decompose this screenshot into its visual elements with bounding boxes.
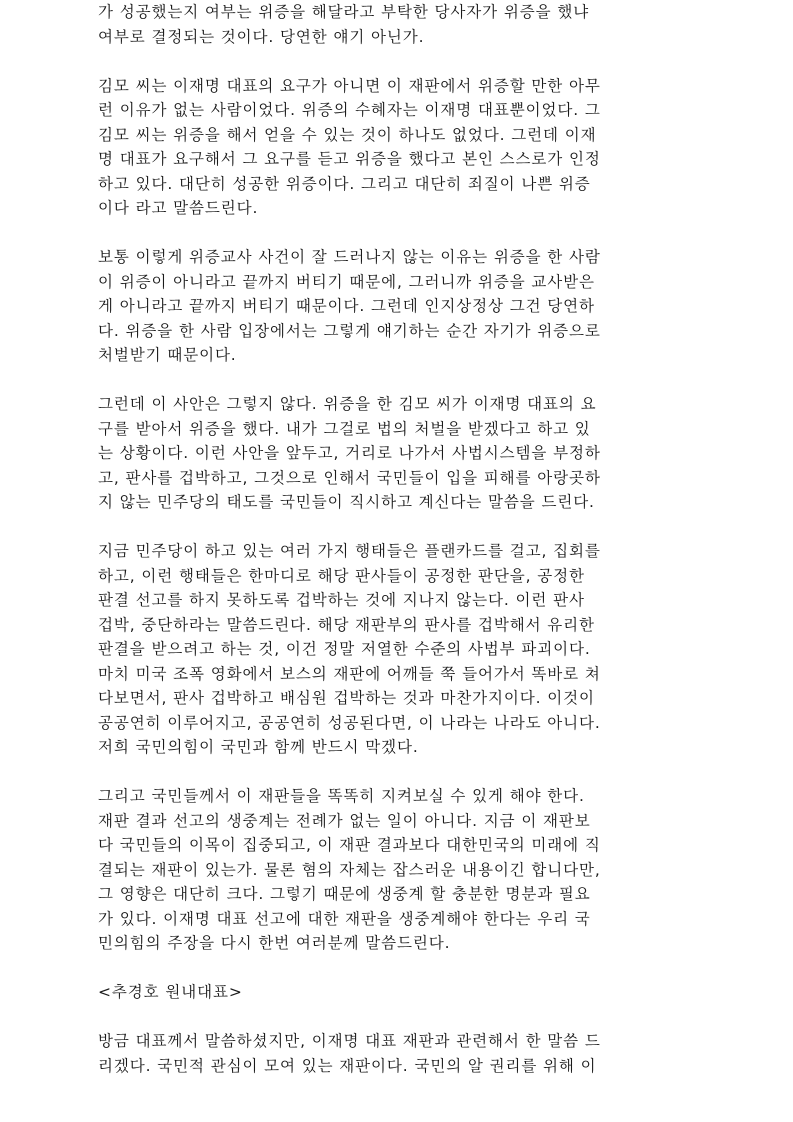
text-line: 방금 대표께서 말씀하셨지만, 이재명 대표 재판과 관련해서 한 말씀 드 bbox=[98, 1032, 601, 1050]
text-line: 다보면서, 판사 겁박하고 배심원 겁박하는 것과 마찬가지이다. 이것이 bbox=[98, 689, 595, 707]
paragraph bbox=[98, 0, 693, 49]
paragraph-gap bbox=[98, 49, 693, 74]
text-line: 하고 있다. 대단히 성공한 위증이다. 그리고 대단히 죄질이 나쁜 위증 bbox=[98, 174, 591, 193]
text-line: 런 이유가 없는 사람이었다. 위증의 수혜자는 이재명 대표뿐이었다. 그 bbox=[98, 101, 601, 119]
paragraph bbox=[98, 539, 693, 760]
text-line: 처벌받기 때문이다. bbox=[98, 346, 237, 364]
paragraph bbox=[98, 980, 693, 1005]
text-line: 이 위증이 아니라고 끝까지 버티기 때문에, 그러니까 위증을 교사받은 bbox=[98, 272, 595, 291]
text-line: 구를 받아서 위증을 했다. 내가 그걸로 법의 처벌을 받겠다고 하고 있 bbox=[98, 419, 591, 438]
text-line: 판결 선고를 하지 못하도록 겁박하는 것에 지나지 않는다. 이런 판사 bbox=[98, 591, 585, 609]
text-line: 게 아니라고 끝까지 버티기 때문이다. 그런데 인지상정상 그건 당연하 bbox=[98, 297, 595, 315]
text-line: 마치 미국 조폭 영화에서 보스의 재판에 어깨들 쭉 들어가서 똑바로 쳐 bbox=[98, 664, 601, 683]
text-line: 다 국민들의 이목이 집중되고, 이 재판 결과보다 대한민국의 미래에 직 bbox=[98, 836, 601, 854]
paragraph-gap bbox=[98, 368, 693, 393]
text-line: 보통 이렇게 위증교사 사건이 잘 드러나지 않는 이유는 위증을 한 사람 bbox=[98, 248, 601, 266]
text-line: 명 대표가 요구해서 그 요구를 듣고 위증을 했다고 본인 스스로가 인정 bbox=[98, 150, 601, 168]
paragraph bbox=[98, 784, 693, 956]
text-line: 김모 씨는 이재명 대표의 요구가 아니면 이 재판에서 위증할 만한 아무 bbox=[98, 76, 601, 95]
text-line: 저희 국민의힘이 국민과 함께 반드시 막겠다. bbox=[98, 738, 419, 756]
document-body bbox=[98, 0, 693, 1078]
text-line: 지금 민주당이 하고 있는 여러 가지 행태들은 플랜카드를 걸고, 집회를 bbox=[98, 542, 601, 560]
text-line: 고, 판사를 겁박하고, 그것으로 인해서 국민들이 입을 피해를 아랑곳하 bbox=[98, 468, 601, 487]
text-line: 지 않는 민주당의 태도를 국민들이 직시하고 계신다는 말씀을 드린다. bbox=[98, 493, 595, 511]
text-line: 가 있다. 이재명 대표 선고에 대한 재판을 생중계해야 한다는 우리 국 bbox=[98, 909, 591, 928]
paragraph bbox=[98, 392, 693, 515]
text-line: 김모 씨는 위증을 해서 얻을 수 있는 것이 하나도 없었다. 그런데 이재 bbox=[98, 125, 597, 144]
text-line: 는 상황이다. 이런 사안을 앞두고, 거리로 나가서 사법시스템을 부정하 bbox=[98, 444, 601, 462]
text-line: 겁박, 중단하라는 말씀드린다. 해당 재판부의 판사를 겁박해서 유리한 bbox=[98, 615, 595, 634]
text-line: 여부로 결정되는 것이다. 당연한 얘기 아닌가. bbox=[98, 27, 425, 46]
text-line: <추경호 원내대표> bbox=[98, 983, 243, 1001]
text-line: 그 영향은 대단히 크다. 그렇기 때문에 생중계 할 충분한 명분과 필요 bbox=[98, 885, 591, 903]
text-line: 그런데 이 사안은 그렇지 않다. 위증을 한 김모 씨가 이재명 대표의 요 bbox=[98, 395, 597, 413]
paragraph bbox=[98, 245, 693, 368]
paragraph-gap bbox=[98, 515, 693, 540]
text-line: 하고, 이런 행태들은 한마디로 해당 판사들이 공정한 판단을, 공정한 bbox=[98, 566, 585, 585]
text-line: 판결을 받으려고 하는 것, 이건 정말 저열한 수준의 사법부 파괴이다. bbox=[98, 640, 591, 658]
text-line: 그리고 국민들께서 이 재판들을 똑똑히 지켜보실 수 있게 해야 한다. bbox=[98, 787, 585, 805]
paragraph-gap bbox=[98, 1005, 693, 1030]
paragraph bbox=[98, 1029, 693, 1078]
text-line: 결되는 재판이 있는가. 물론 혐의 자체는 잡스러운 내용이긴 합니다만, bbox=[98, 860, 601, 879]
text-line: 가 성공했는지 여부는 위증을 해달라고 부탁한 당사자가 위증을 했냐 bbox=[98, 3, 590, 21]
text-line: 다. 위증을 한 사람 입장에서는 그렇게 얘기하는 순간 자기가 위증으로 bbox=[98, 321, 601, 340]
text-line: 리겠다. 국민적 관심이 모여 있는 재판이다. 국민의 알 권리를 위해 이 bbox=[98, 1056, 597, 1075]
text-line: 이다 라고 말씀드린다. bbox=[98, 199, 259, 217]
paragraph bbox=[98, 74, 693, 221]
text-line: 민의힘의 주장을 다시 한번 여러분께 말씀드린다. bbox=[98, 934, 451, 952]
paragraph-gap bbox=[98, 760, 693, 785]
paragraph-gap bbox=[98, 956, 693, 981]
paragraph-gap bbox=[98, 221, 693, 246]
text-line: 공공연히 이루어지고, 공공연히 성공된다면, 이 나라는 나라도 아니다. bbox=[98, 713, 601, 732]
text-line: 재판 결과 선고의 생중계는 전례가 없는 일이 아니다. 지금 이 재판보 bbox=[98, 811, 591, 830]
